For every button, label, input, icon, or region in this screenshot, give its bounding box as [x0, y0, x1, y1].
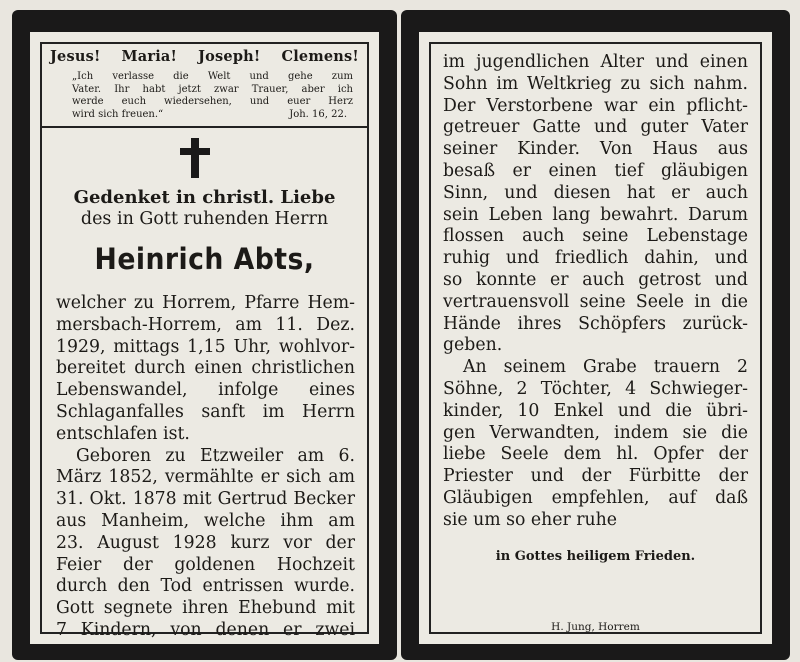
header-name-maria: Maria!: [121, 48, 178, 65]
quote-last-line: wird sich freuen.“: [72, 108, 164, 120]
text-line: liebe Seele dem hl. Opfer der: [443, 444, 748, 465]
quote-reference: Joh. 16, 22.: [289, 108, 347, 120]
text-line: bereitet durch einen christlichen: [56, 358, 355, 379]
text-line: getreuer Gatte und guter Vater: [443, 117, 748, 138]
intro-line-2: des in Gott ruhenden Herrn: [80, 209, 329, 229]
text-line: Hände ihres Schöpfers zurück-: [443, 313, 748, 334]
text-line: kinder, 10 Enkel und die übri-: [443, 400, 748, 421]
quote-line: werde euch wiedersehen, und euer Herz: [72, 96, 353, 107]
text-line: so konnte er auch getrost und: [443, 269, 748, 290]
text-line: Lebenswandel, infolge eines: [56, 380, 355, 401]
paper-right: [419, 32, 772, 644]
obituary-text-left: [56, 293, 355, 642]
text-line: sein Leben lang bewahrt. Darum: [443, 204, 748, 225]
quote-line: „Ich verlasse die Welt und gehe zum: [72, 71, 353, 82]
header-name-clemens: Clemens!: [281, 48, 359, 65]
text-line: Priester und der Fürbitte der: [443, 466, 748, 487]
printer-credit: H. Jung, Horrem: [551, 621, 640, 633]
quote-line: Vater. Ihr habt jetzt zwar Trauer, aber ich: [72, 83, 353, 95]
intro-line-1: Gedenket in christl. Liebe: [73, 187, 336, 208]
header-invocation: [50, 48, 359, 65]
text-line: besaß er einen tief gläubigen: [443, 160, 748, 181]
text-line: durch den Tod entrissen wurde.: [56, 576, 355, 597]
text-line: sie um so eher ruhe: [443, 509, 617, 530]
text-line: Geboren zu Etzweiler am 6.: [76, 445, 355, 466]
header-divider: [42, 126, 367, 128]
text-line: März 1852, vermählte er sich am: [56, 467, 355, 488]
text-line: vertrauensvoll seine Seele in die: [443, 291, 748, 312]
text-line: entschlafen ist.: [56, 423, 190, 444]
text-line: flossen auch seine Lebenstage: [443, 226, 748, 247]
cross-icon: [180, 138, 210, 178]
text-line: 31. Okt. 1878 mit Gertrud Becker: [56, 489, 355, 510]
memorial-card-left-panel: [12, 10, 397, 660]
text-line: geben.: [443, 335, 503, 356]
frame-right: [429, 42, 762, 634]
text-line: 23. August 1928 kurz vor der: [56, 532, 355, 553]
text-line: An seinem Grabe trauern 2: [463, 357, 748, 378]
deceased-name: Heinrich Abts,: [94, 242, 315, 276]
closing-line: in Gottes heiligem Frieden.: [495, 549, 696, 564]
text-line: Sinn, und diesen hat er auch: [443, 182, 748, 203]
header-name-joseph: Joseph!: [198, 48, 261, 65]
text-line: Feier der goldenen Hochzeit: [56, 554, 355, 575]
memorial-card-right-panel: [401, 10, 790, 660]
text-line: Der Verstorbene war ein pflicht-: [443, 95, 748, 116]
text-line: Sohn im Weltkrieg zu sich nahm.: [443, 73, 748, 94]
text-line: im jugendlichen Alter und einen: [443, 52, 748, 72]
text-line: 1929, mittags 1,15 Uhr, wohlvor-: [56, 336, 355, 357]
text-line: aus Manheim, welche ihm am: [56, 510, 355, 531]
text-line: seiner Kinder. Von Haus aus: [443, 139, 748, 160]
header-name-jesus: Jesus!: [50, 48, 101, 65]
text-line: Schlaganfalles sanft im Herrn: [56, 401, 355, 422]
quote-line: [72, 109, 353, 122]
text-line: Söhne, 2 Töchter, 4 Schwieger-: [443, 378, 748, 399]
text-line: ruhig und friedlich dahin, und: [443, 248, 748, 269]
text-line: Gläubigen empfehlen, auf daß: [443, 487, 748, 508]
obituary-text-right: [443, 52, 748, 532]
text-line: Gott segnete ihren Ehebund mit: [56, 598, 355, 619]
frame-left: [40, 42, 369, 640]
text-line: welcher zu Horrem, Pfarre Hem-: [56, 293, 355, 313]
text-line: gen Verwandten, indem sie die: [443, 422, 748, 443]
bible-quote: [72, 71, 353, 121]
text-line: mersbach-Horrem, am 11. Dez.: [56, 314, 355, 335]
paper-left: [30, 32, 379, 644]
text-line: 7 Kindern, von denen er zwei: [56, 619, 355, 640]
